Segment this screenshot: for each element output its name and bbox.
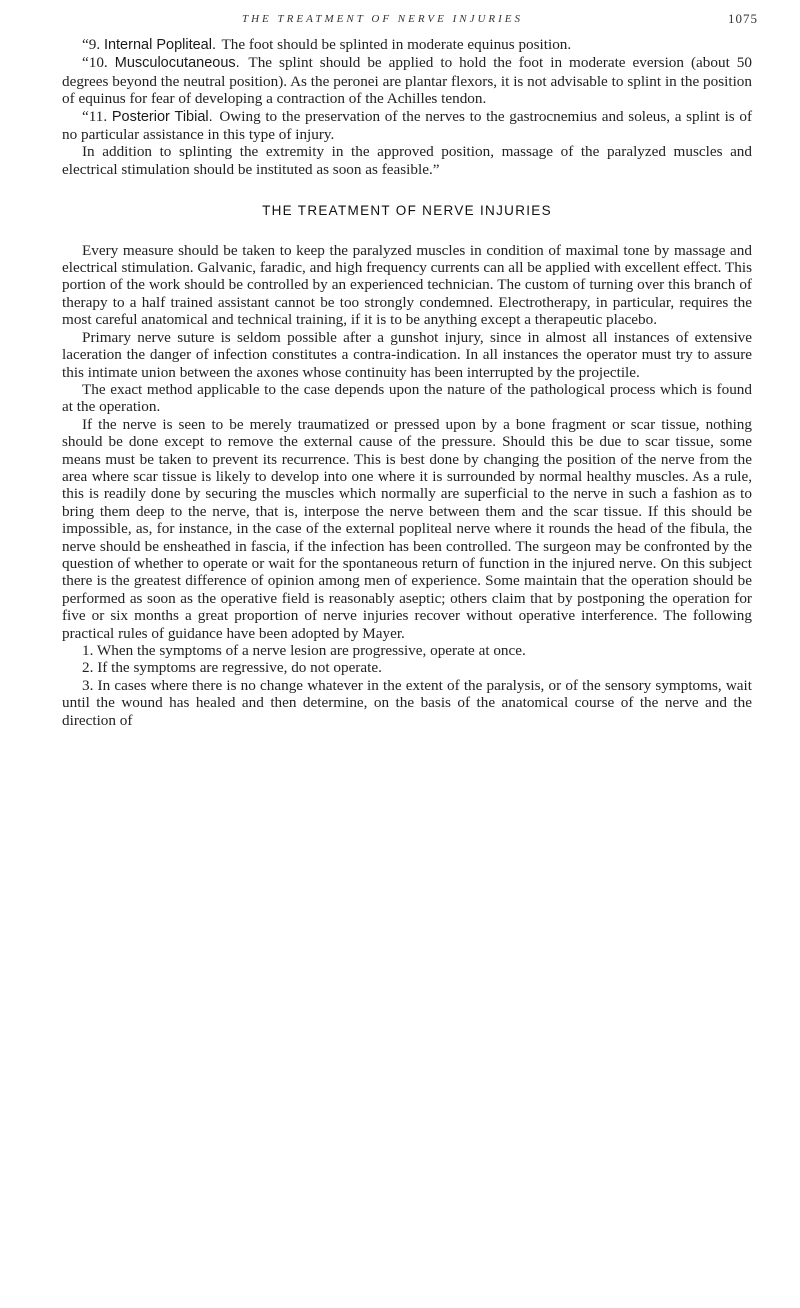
item-term: Posterior Tibial. (111, 108, 213, 125)
rule-item: 1. When the symptoms of a nerve lesion are progressive, operate at once. (82, 642, 526, 659)
running-head: THE TREATMENT OF NERVE INJURIES (241, 13, 523, 25)
paragraph: The exact method applicable to the case depends upon the nature of the pathological process which is found at the operation. (62, 380, 752, 416)
item-text: Owing to the preservation of the nerves to the gastrocnemius and soleus, a splint is of no particular assistance in this type of injury. (62, 107, 753, 144)
list-item-internal-popliteal (62, 36, 752, 54)
item-term: Musculocutaneous. (114, 55, 240, 72)
section-heading: THE TREATMENT OF NERVE INJURIES (262, 203, 552, 219)
item-number: “11. (82, 107, 108, 125)
item-text: The foot should be splinted in moderate equinus position. (221, 36, 572, 53)
item-term: Internal Popliteal. (103, 37, 216, 53)
list-item-posterior-tibial (62, 108, 752, 144)
list-item-musculocutaneous (62, 54, 752, 107)
paragraph: Every measure should be taken to keep the paralyzed muscles in condition of maximal tone by massage and electrical stimulation. Galvanic, faradic, and high frequency currents can all be applied with excellent effect. This portion of the work should be controlled by an experienced technician. The custom of turning over this branch of therapy to a half trained assistant cannot be too strongly condemned. Electrotherapy, in particular, requires the most careful anatomical and technical training, if it is to be anything except a therapeutic placebo. (62, 241, 752, 329)
paragraph: Primary nerve suture is seldom possible after a gunshot injury, since in almost all instances of extensive laceration the danger of infection constitutes a contra-indication. In all instances the operator must try to assure this intimate union between the axones whose continuity has been interrupted by the projectile. (62, 328, 752, 381)
closing-quote-paragraph: In addition to splinting the extremity in the approved position, massage of the paralyzed muscles and electrical stimulation should be instituted as soon as feasible.” (62, 143, 752, 178)
item-number: “9. (82, 36, 101, 53)
paragraph: If the nerve is seen to be merely traumatized or pressed upon by a bone fragment or scar tissue, nothing should be done except to remove the external cause of the pressure. Should this be due to scar tissue, some means must be taken to prevent its recurrence. This is best done by changing the position of the nerve from the area where scar tissue is likely to develop into one where it is surrounded by normal healthy muscles. As a rule, this is readily done by securing the muscles which normally are superficial to the nerve in such a fashion as to bring them deep to the nerve, that is, interpose the nerve between them and the scar tissue. If this should be impossible, as, for instance, in the case of the external popliteal nerve where it rounds the head of the fibula, the nerve should be ensheathed in fascia, if the infection has been controlled. The surgeon may be confronted by the question of whether to operate or wait for the spontaneous return of function in the injured nerve. On this subject there is the greatest difference of opinion among men of experience. Some maintain that the operation should be performed as soon as the operative field is reasonably aseptic; others claim that by postponing the operation for five or six months a great proportion of nerve injuries recover without operative interference. The following practical rules of guidance have been adopted by Mayer. (62, 415, 752, 642)
item-number: “10. (82, 54, 108, 72)
item-text: The splint should be applied to hold the foot in moderate eversion (about 50 degrees beyond the neutral position). As the peronei are plantar flexors, it is not advisable to splint in the position of equinus for fear of developing a contraction of the Achilles tendon. (62, 54, 752, 108)
page-body (62, 36, 752, 729)
rule-item: 3. In cases where there is no change whatever in the extent of the paralysis, or of the sensory symptoms, wait until the wound has healed and then determine, on the basis of the anatomical course of the nerve and the direction of (62, 676, 752, 729)
page-number: 1075 (728, 11, 758, 26)
rule-item: 2. If the symptoms are regressive, do not operate. (82, 659, 382, 677)
